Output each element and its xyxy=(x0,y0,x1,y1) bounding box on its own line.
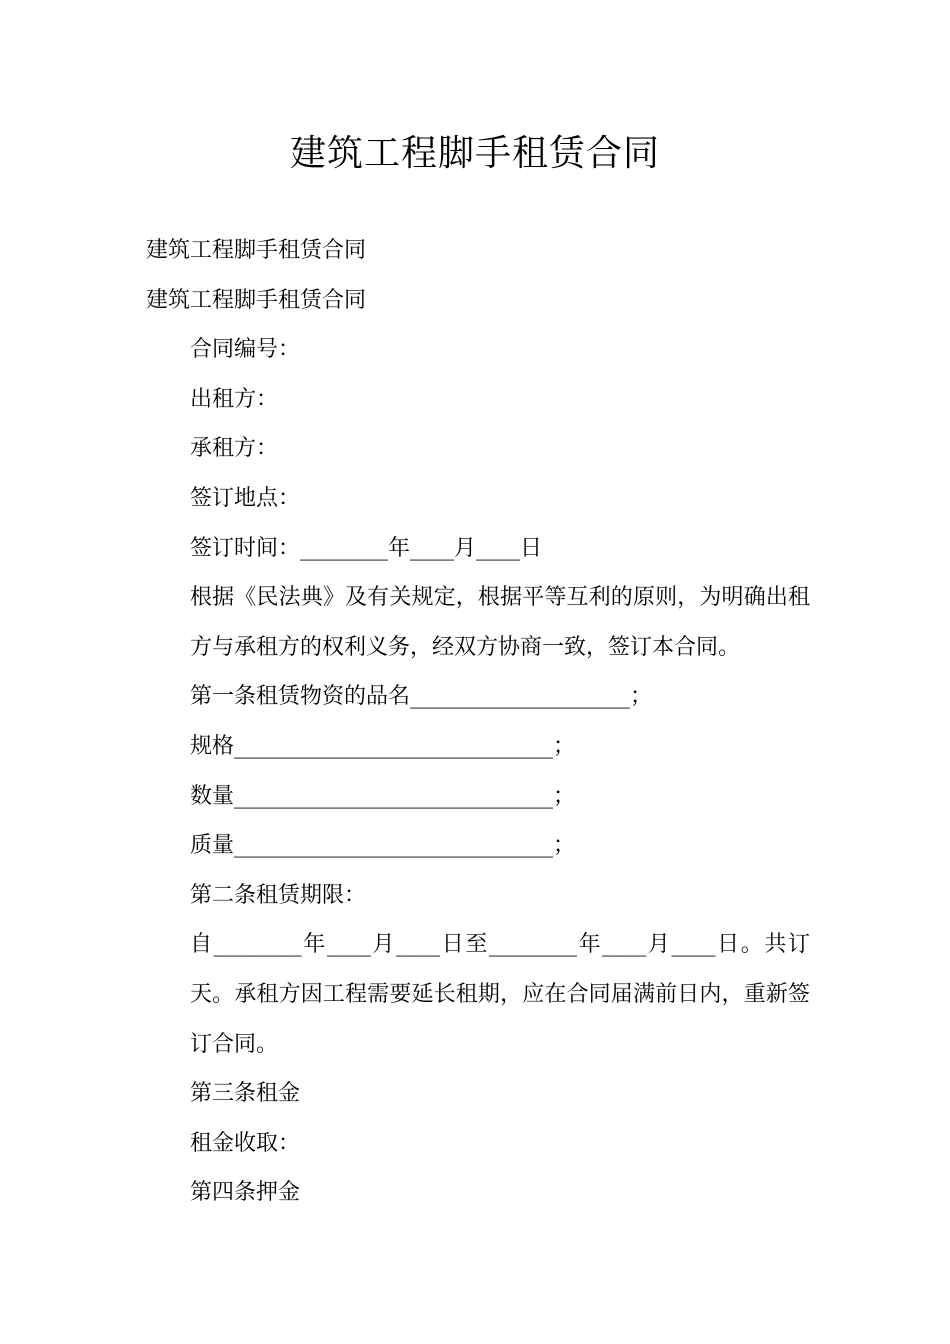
paragraph-heading-1: 建筑工程脚手租赁合同 xyxy=(146,238,367,263)
article-1-quality: 质量_____________________________； xyxy=(190,833,576,859)
preamble-paragraph: 根据《民法典》及有关规定，根据平等互利的原则，为明确出租方与承租方的权利义务，经双方协商一致，签订本合同。 xyxy=(190,585,810,660)
article-1-quantity: 数量_____________________________； xyxy=(190,783,576,809)
article-2-heading: 第二条租赁期限： xyxy=(190,882,367,908)
article-4-heading: 第四条押金 xyxy=(190,1180,301,1206)
article-1-item-name: 第一条租赁物资的品名____________________； xyxy=(190,684,653,710)
signing-place: 签订地点： xyxy=(190,485,301,511)
contract-number: 合同编号： xyxy=(190,337,301,363)
lessee: 承租方： xyxy=(190,436,279,462)
signing-time: 签订时间：________年____月____日 xyxy=(190,535,543,561)
article-3-rent-collection: 租金收取： xyxy=(190,1130,301,1156)
article-2-term: 自________年____月____日至________年____月____日。共订天。承租方因工程需要延长租期，应在合同届满前日内，重新签订合同。 xyxy=(190,932,810,1057)
document-body xyxy=(146,226,810,1218)
article-1-spec: 规格_____________________________； xyxy=(190,733,576,759)
document-title: 建筑工程脚手租赁合同 xyxy=(289,133,660,174)
lessor: 出租方： xyxy=(190,386,279,412)
article-3-heading: 第三条租金 xyxy=(190,1081,301,1107)
paragraph-heading-2: 建筑工程脚手租赁合同 xyxy=(146,287,367,313)
